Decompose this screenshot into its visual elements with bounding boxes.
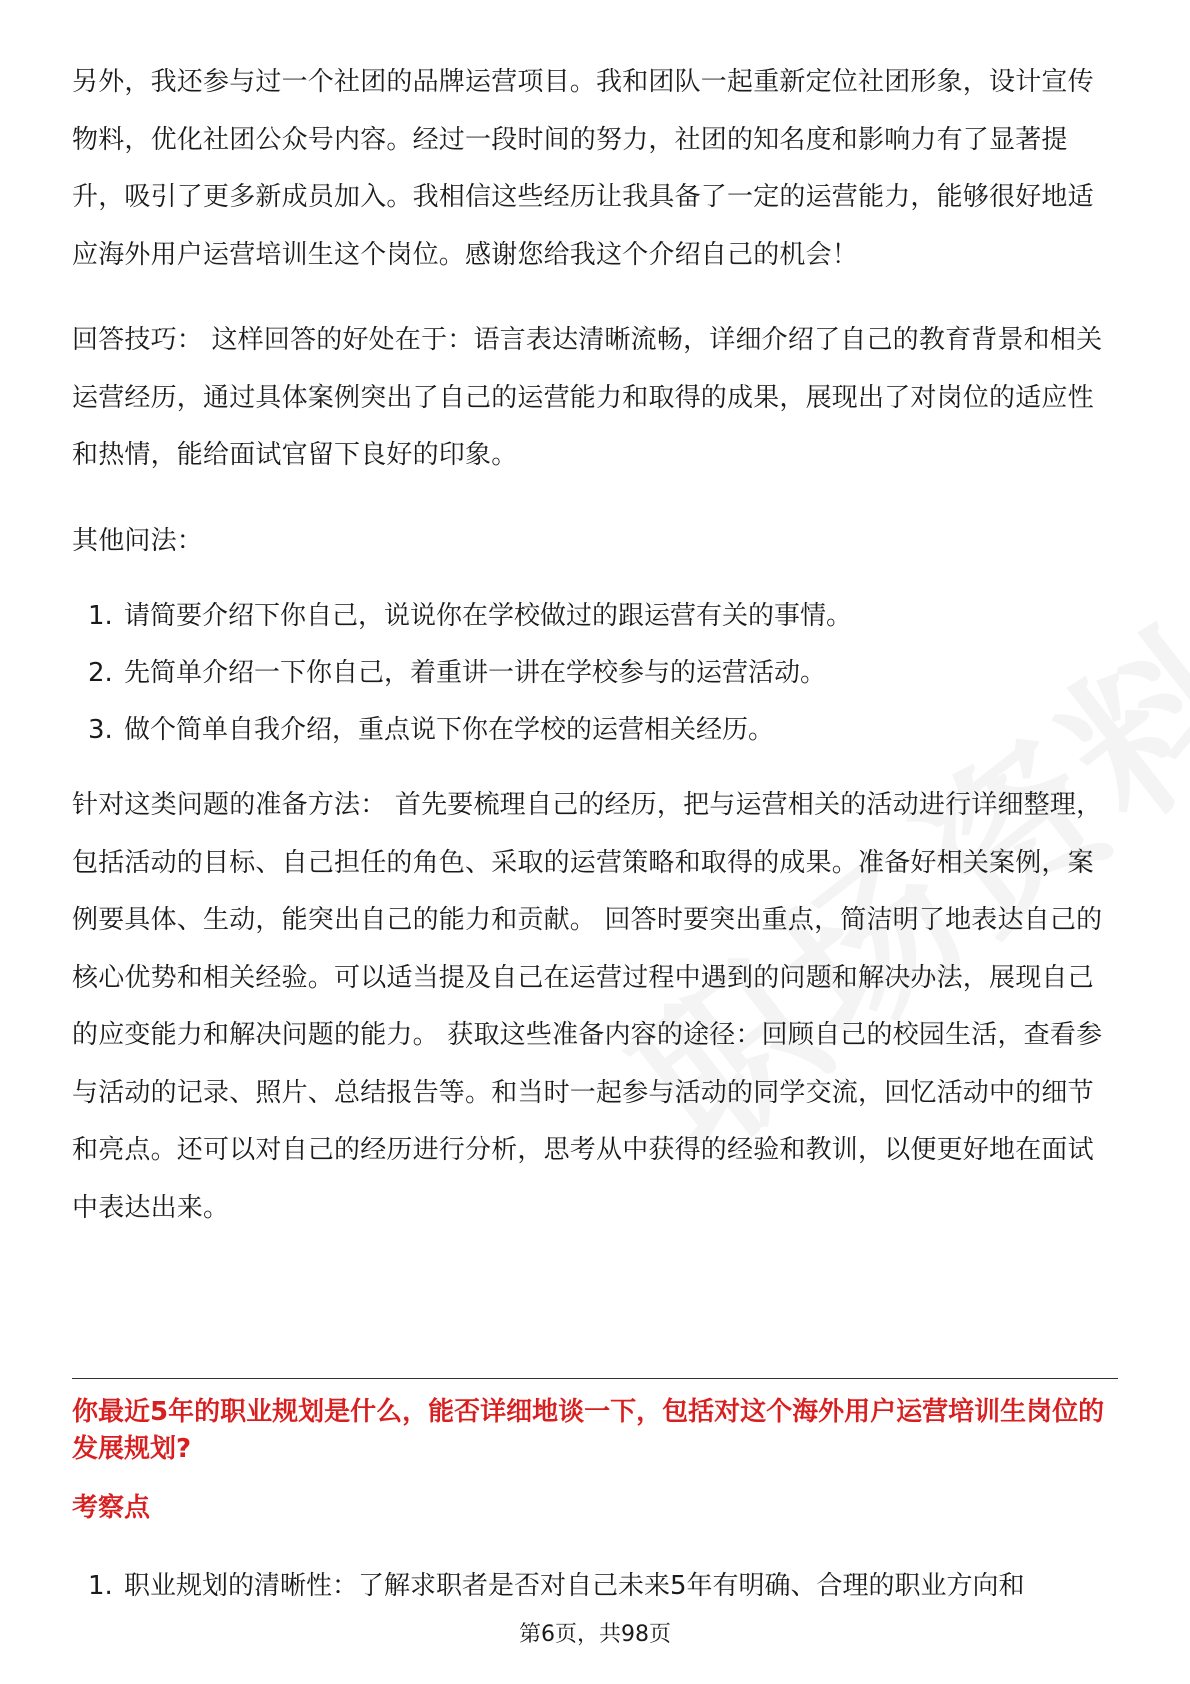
- list-item: 3. 做个简单自我介绍，重点说下你在学校的运营相关经历。: [88, 715, 775, 745]
- list-item: 2. 先简单介绍一下你自己，着重讲一讲在学校参与的运营活动。: [88, 658, 827, 688]
- paragraph-other-questions-heading: 其他问法：: [72, 525, 204, 556]
- section-divider: [72, 1378, 1118, 1379]
- assessment-list: [72, 1558, 1118, 1615]
- paragraph-experience: 另外，我还参与过一个社团的品牌运营项目。我和团队一起重新定位社团形象，设计宣传物料，优化社团公众号内容。经过一段时间的努力，社团的知名度和影响力有了显著提升，吸引了更多新成员加入。我相信这些经历让我具备了一定的运营能力，能够很好地适应海外用户运营培训生这个岗位。感谢您给我这个介绍自己的机会！: [72, 67, 1094, 270]
- paragraph-answer-tips: 回答技巧： 这样回答的好处在于：语言表达清晰流畅，详细介绍了自己的教育背景和相关运营经历，通过具体案例突出了自己的运营能力和取得的成果，展现出了对岗位的适应性和热情，能给面试官留下良好的印象。: [72, 325, 1103, 470]
- list-item: 1. 职业规划的清晰性：了解求职者是否对自己未来5年有明确、合理的职业方向和: [88, 1571, 1025, 1601]
- paragraph-preparation-method: 针对这类问题的准备方法： 首先要梳理自己的经历，把与运营相关的活动进行详细整理，包括活动的目标、自己担任的角色、采取的运营策略和取得的成果。准备好相关案例，案例要具体、生动，能突出自己的能力和贡献。 回答时要突出重点，简洁明了地表达自己的核心优势和相关经验。可以适当提及自己在运营过程中遇到的问题和解决办法，展现自己的应变能力和解决问题的能力。 获取这些准备内容的途径：回顾自己的校园生活，查看参与活动的记录、照片、总结报告等。和当时一起参与活动的同学交流，回忆活动中的细节和亮点。还可以对自己的经历进行分析，思考从中获得的经验和教训，以便更好地在面试中表达出来。: [72, 790, 1103, 1223]
- question-title: 你最近5年的职业规划是什么，能否详细地谈一下，包括对这个海外用户运营培训生岗位的发展规划?: [72, 1397, 1105, 1464]
- list-item: 1. 请简要介绍下你自己，说说你在学校做过的跟运营有关的事情。: [88, 601, 853, 631]
- document-body: [72, 54, 1118, 1237]
- section-heading-assessment: 考察点: [72, 1493, 151, 1523]
- page-number: 第6页，共98页: [519, 1622, 671, 1647]
- other-questions-list: [72, 588, 1118, 759]
